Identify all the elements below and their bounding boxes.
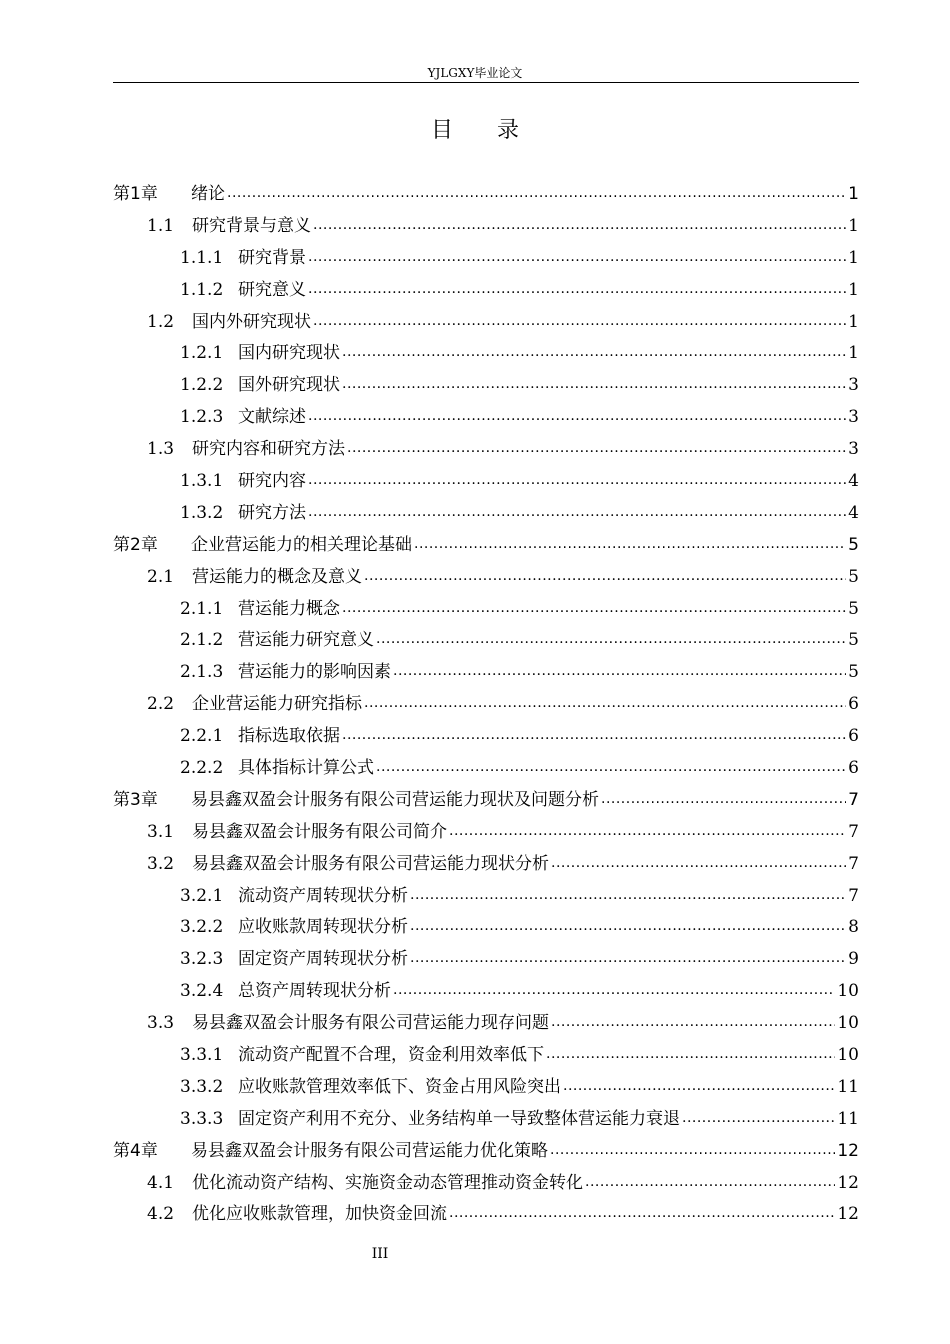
toc-entry-title: 固定资产周转现状分析 [238,949,408,970]
toc-entry-number: 4.2 [147,1204,175,1225]
toc-entry-page: 7 [848,853,859,874]
toc-dot-leader [364,567,846,587]
toc-entry[interactable] [113,720,859,752]
toc-dot-leader [585,1173,835,1193]
toc-entry-number: 3.3.3 [180,1108,224,1129]
toc-entry[interactable] [113,433,859,465]
toc-dot-leader [449,1204,835,1224]
toc-entry-page: 4 [848,470,859,491]
toc-entry-page: 11 [837,1076,859,1097]
toc-entry-page: 12 [837,1204,859,1225]
toc-dot-leader [308,503,846,523]
toc-entry-page: 9 [848,949,859,970]
toc-entry-page: 5 [848,662,859,683]
toc-dot-leader [364,694,846,714]
toc-entry-page: 6 [848,757,859,778]
toc-entry-number: 1.2 [147,311,175,332]
toc-entry-number: 1.2.2 [180,375,224,396]
toc-entry-number: 1.3.1 [180,470,224,491]
table-of-contents [113,178,859,1230]
toc-entry-number: 3.3.1 [180,1044,224,1065]
toc-entry[interactable] [113,242,859,274]
toc-entry-page: 1 [848,247,859,268]
toc-dot-leader [313,216,846,236]
toc-dot-leader [449,822,846,842]
toc-entry-number: 2.2.1 [180,726,224,747]
toc-entry-page: 7 [848,789,859,810]
toc-dot-leader [410,949,846,969]
toc-entry-number: 4.1 [147,1172,175,1193]
toc-entry[interactable] [113,497,859,529]
toc-entry-title: 绪论 [191,183,225,204]
toc-entry-number: 3.1 [147,821,175,842]
toc-entry-title: 易县鑫双盈会计服务有限公司营运能力优化策略 [191,1140,548,1161]
toc-dot-leader [308,280,846,300]
toc-entry-page: 6 [848,694,859,715]
toc-entry-number: 第3章 [113,789,158,810]
toc-entry[interactable] [113,1071,859,1103]
toc-dot-leader [227,184,846,204]
toc-entry-number: 3.2 [147,853,175,874]
toc-entry-number: 2.1.3 [180,662,224,683]
toc-dot-leader [313,312,846,332]
toc-entry-number: 2.1.1 [180,598,224,619]
toc-entry-title: 研究内容 [238,470,306,491]
toc-entry-page: 1 [848,183,859,204]
toc-entry-title: 固定资产利用不充分、业务结构单一导致整体营运能力衰退 [238,1108,680,1129]
toc-entry-number: 第2章 [113,534,158,555]
toc-entry-title: 易县鑫双盈会计服务有限公司简介 [192,821,447,842]
toc-dot-leader [393,981,835,1001]
toc-dot-leader [601,790,846,810]
toc-entry-title: 企业营运能力研究指标 [192,694,362,715]
toc-entry-title: 指标选取依据 [238,726,340,747]
toc-entry-page: 1 [848,311,859,332]
toc-entry-page: 11 [837,1108,859,1129]
toc-entry-title: 国内研究现状 [238,343,340,364]
toc-entry-page: 10 [837,1044,859,1065]
toc-entry-page: 1 [848,343,859,364]
toc-entry-title: 具体指标计算公式 [238,757,374,778]
toc-entry-page: 5 [848,630,859,651]
toc-entry-title: 优化应收账款管理，加快资金回流 [192,1204,447,1225]
toc-entry-page: 5 [848,566,859,587]
toc-entry-number: 1.1 [147,215,175,236]
toc-entry-title: 总资产周转现状分析 [238,981,391,1002]
toc-entry-title: 易县鑫双盈会计服务有限公司营运能力现存问题 [192,1013,549,1034]
toc-entry-page: 5 [848,534,859,555]
toc-entry-title: 研究背景 [238,247,306,268]
toc-entry[interactable] [113,465,859,497]
toc-entry-title: 国内外研究现状 [192,311,311,332]
toc-dot-leader [551,1013,835,1033]
toc-entry[interactable] [113,848,859,880]
toc-entry[interactable] [113,943,859,975]
toc-entry-title: 研究内容和研究方法 [192,439,345,460]
toc-dot-leader [342,599,846,619]
toc-entry-title: 营运能力概念 [238,598,340,619]
toc-entry[interactable] [113,1103,859,1135]
toc-entry-page: 12 [837,1172,859,1193]
toc-dot-leader [682,1109,835,1129]
toc-entry-number: 1.1.1 [180,247,224,268]
toc-dot-leader [347,439,846,459]
toc-entry-page: 7 [848,821,859,842]
toc-entry-number: 3.2.2 [180,917,224,938]
toc-entry[interactable] [113,688,859,720]
toc-entry[interactable] [113,593,859,625]
toc-entry[interactable] [113,306,859,338]
toc-entry[interactable] [113,1199,859,1231]
toc-dot-leader [563,1077,835,1097]
toc-entry[interactable] [113,975,859,1007]
toc-dot-leader [410,917,846,937]
toc-entry-number: 2.1 [147,566,175,587]
toc-entry-page: 5 [848,598,859,619]
toc-entry-number: 1.2.3 [180,407,224,428]
running-header: YJLGXY毕业论文 [427,66,523,80]
toc-entry-number: 3.3.2 [180,1076,224,1097]
toc-dot-leader [376,758,846,778]
toc-dot-leader [308,471,846,491]
toc-entry-title: 应收账款周转现状分析 [238,917,408,938]
toc-entry-page: 8 [848,917,859,938]
toc-entry-page: 6 [848,726,859,747]
toc-entry-page: 10 [837,1013,859,1034]
toc-entry[interactable] [113,369,859,401]
toc-entry-title: 企业营运能力的相关理论基础 [191,534,412,555]
toc-entry-title: 研究方法 [238,502,306,523]
toc-entry-page: 7 [848,885,859,906]
toc-entry-number: 1.3.2 [180,502,224,523]
toc-entry-title: 营运能力的影响因素 [238,662,391,683]
toc-entry-number: 3.2.4 [180,981,224,1002]
toc-dot-leader [376,630,846,650]
toc-entry-number: 3.3 [147,1013,175,1034]
toc-dot-leader [342,343,846,363]
toc-entry-title: 研究背景与意义 [192,215,311,236]
toc-entry-number: 第4章 [113,1140,158,1161]
toc-entry-title: 营运能力研究意义 [238,630,374,651]
toc-dot-leader [342,375,846,395]
toc-dot-leader [546,1045,835,1065]
toc-dot-leader [393,662,846,682]
toc-entry-page: 10 [837,981,859,1002]
toc-entry-number: 3.2.1 [180,885,224,906]
toc-dot-leader [308,248,846,268]
page-title: 目录 [430,118,563,143]
toc-entry-number: 1.2.1 [180,343,224,364]
toc-entry[interactable] [113,274,859,306]
toc-entry[interactable] [113,880,859,912]
toc-entry-title: 易县鑫双盈会计服务有限公司营运能力现状分析 [192,853,549,874]
toc-entry[interactable] [113,1007,859,1039]
toc-entry-title: 优化流动资产结构、实施资金动态管理推动资金转化 [192,1172,583,1193]
toc-dot-leader [551,854,846,874]
toc-entry[interactable] [113,1167,859,1199]
toc-entry-number: 1.3 [147,439,175,460]
toc-entry-page: 1 [848,215,859,236]
toc-dot-leader [414,535,846,555]
toc-entry[interactable] [113,401,859,433]
toc-entry-page: 3 [848,439,859,460]
toc-entry[interactable] [113,178,859,210]
toc-entry[interactable] [113,561,859,593]
toc-entry[interactable] [113,337,859,369]
toc-entry-title: 研究意义 [238,279,306,300]
toc-entry[interactable] [113,1135,859,1167]
toc-entry[interactable] [113,752,859,784]
toc-entry[interactable] [113,816,859,848]
toc-entry-title: 易县鑫双盈会计服务有限公司营运能力现状及问题分析 [191,789,599,810]
header-divider [113,82,859,83]
toc-dot-leader [342,726,846,746]
toc-entry-title: 国外研究现状 [238,375,340,396]
page-number: III [371,1246,389,1262]
toc-entry[interactable] [113,656,859,688]
toc-entry-title: 文献综述 [238,407,306,428]
toc-entry-number: 第1章 [113,183,158,204]
toc-entry-page: 4 [848,502,859,523]
toc-entry-title: 营运能力的概念及意义 [192,566,362,587]
toc-dot-leader [550,1141,835,1161]
toc-entry-page: 3 [848,407,859,428]
toc-entry-title: 流动资产配置不合理，资金利用效率低下 [238,1044,544,1065]
toc-dot-leader [308,407,846,427]
toc-entry-page: 12 [837,1140,859,1161]
toc-entry-number: 2.1.2 [180,630,224,651]
toc-entry[interactable] [113,1039,859,1071]
toc-dot-leader [410,886,846,906]
toc-entry-page: 3 [848,375,859,396]
toc-entry-number: 2.2.2 [180,757,224,778]
toc-entry-number: 1.1.2 [180,279,224,300]
toc-entry[interactable] [113,624,859,656]
toc-entry[interactable] [113,210,859,242]
toc-entry-number: 2.2 [147,694,175,715]
toc-entry[interactable] [113,911,859,943]
toc-entry[interactable] [113,529,859,561]
toc-entry[interactable] [113,784,859,816]
toc-entry-number: 3.2.3 [180,949,224,970]
toc-entry-page: 1 [848,279,859,300]
toc-entry-title: 流动资产周转现状分析 [238,885,408,906]
toc-entry-title: 应收账款管理效率低下、资金占用风险突出 [238,1076,561,1097]
